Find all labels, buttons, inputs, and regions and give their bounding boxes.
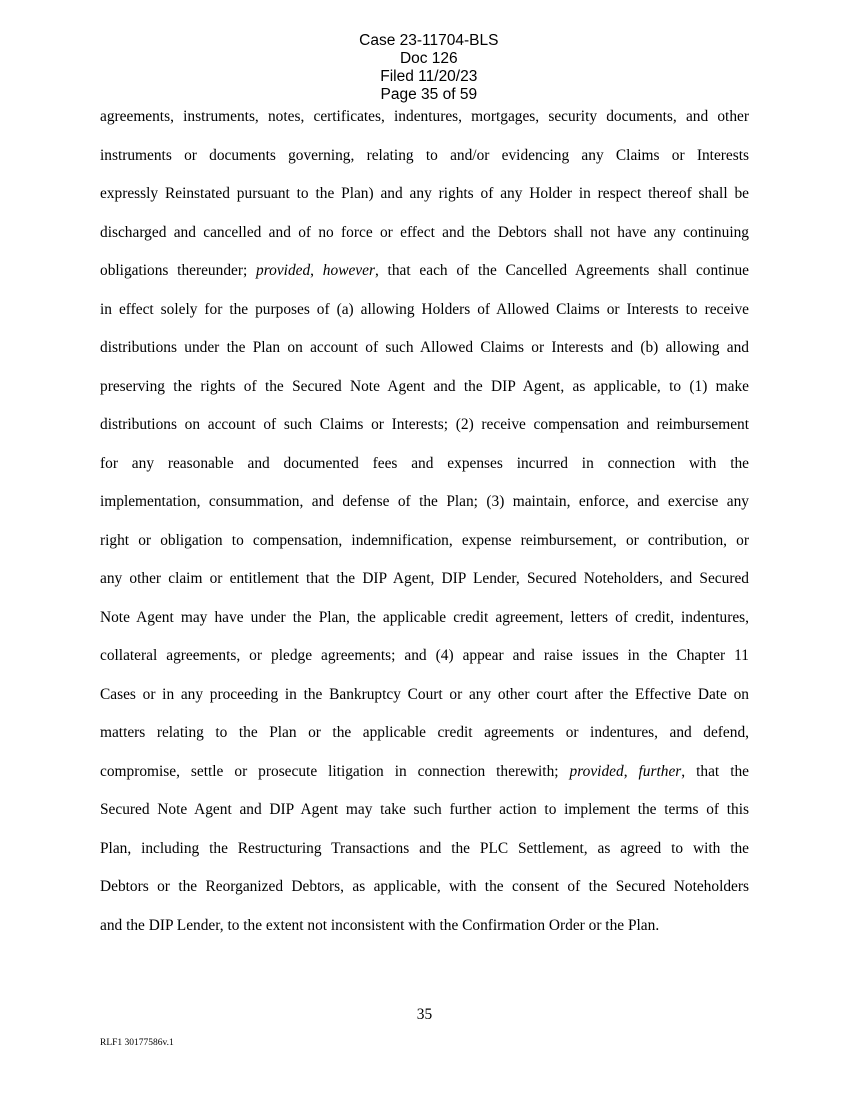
text-run: Note Agent may have under the Plan, the applicable credit agreement, letters of credit, indentures, [100,608,749,626]
text-run: in effect solely for the purposes of (a) allowing Holders of Allowed Claims or Interests to receive [100,300,749,318]
text-line [100,214,749,253]
text-line [100,676,749,715]
text-run: for any reasonable and documented fees and expenses incurred in connection with the [100,454,749,472]
court-filing-header [0,14,849,104]
text-line [100,406,749,445]
text-line [100,252,749,291]
italic-term: provided [256,262,311,279]
text-run: expressly Reinstated pursuant to the Plan) and any rights of any Holder in respect thereof shall be [100,185,749,202]
text-run: Secured Note Agent and DIP Agent may take such further action to implement the terms of this [100,801,749,818]
text-run: collateral agreements, or pledge agreements; and (4) appear and raise issues in the Chapter 11 [100,647,749,664]
page-number: 35 [416,1006,433,1023]
text-line [100,291,749,330]
page-indicator: Page 35 of 59 [380,86,478,103]
text-run: preserving the rights of the Secured Note Agent and the DIP Agent, as applicable, to (1) make [100,377,749,395]
text-line [100,868,749,907]
text-run: Cases or in any proceeding in the Bankruptcy Court or any other court after the Effective Date on [100,685,749,703]
text-line [100,599,749,638]
text-line [100,907,749,946]
text-line [100,560,749,599]
italic-term: further [638,762,682,780]
document-number: Doc 126 [399,50,458,67]
text-line [100,791,749,830]
text-run: distributions on account of such Claims or Interests; (2) receive compensation and reimbursement [100,416,749,433]
text-line [100,368,749,407]
filed-date: Filed 11/20/23 [380,68,478,85]
text-run: implementation, consummation, and defense of the Plan; (3) maintain, enforce, and exercise any [100,493,749,510]
text-line [100,329,749,368]
text-line [100,522,749,561]
text-run: right or obligation to compensation, indemnification, expense reimbursement, or contribution, or [100,531,749,549]
text-run: , [623,762,639,780]
text-line [100,637,749,676]
text-line [100,137,749,176]
text-line [100,714,749,753]
text-run: matters relating to the Plan or the applicable credit agreements or indentures, and defend, [100,724,749,741]
text-line [100,483,749,522]
text-run: instruments or documents governing, relating to and/or evidencing any Claims or Interests [100,146,749,164]
text-line [100,830,749,869]
document-id: RLF1 30177586v.1 [100,1038,174,1048]
text-line [100,753,749,792]
case-number: Case 23-11704-BLS [359,32,499,49]
text-run: distributions under the Plan on account of such Allowed Claims or Interests and (b) allowing and [100,339,749,356]
italic-term: provided [569,762,624,780]
text-line [100,445,749,484]
text-run: , that the [681,762,749,780]
body-paragraph [100,98,749,945]
italic-term: however [322,262,375,279]
text-line [100,98,749,137]
text-line [100,175,749,214]
text-run: and the DIP Lender, to the extent not inconsistent with the Confirmation Order or the Plan. [100,916,660,934]
text-run: obligations thereunder; [100,262,257,279]
text-run: discharged and cancelled and of no force or effect and the Debtors shall not have any continuing [100,223,749,241]
text-run: Debtors or the Reorganized Debtors, as applicable, with the consent of the Secured Noteholders [100,878,749,895]
text-run: , that each of the Cancelled Agreements shall continue [374,262,749,279]
text-run: compromise, settle or prosecute litigation in connection therewith; [100,762,570,780]
text-run: any other claim or entitlement that the DIP Agent, DIP Lender, Secured Noteholders, and Secured [100,570,749,587]
text-run: , [310,262,323,279]
text-run: agreements, instruments, notes, certificates, indentures, mortgages, security documents, and other [100,108,749,125]
text-run: Plan, including the Restructuring Transactions and the PLC Settlement, as agreed to with the [100,839,749,857]
